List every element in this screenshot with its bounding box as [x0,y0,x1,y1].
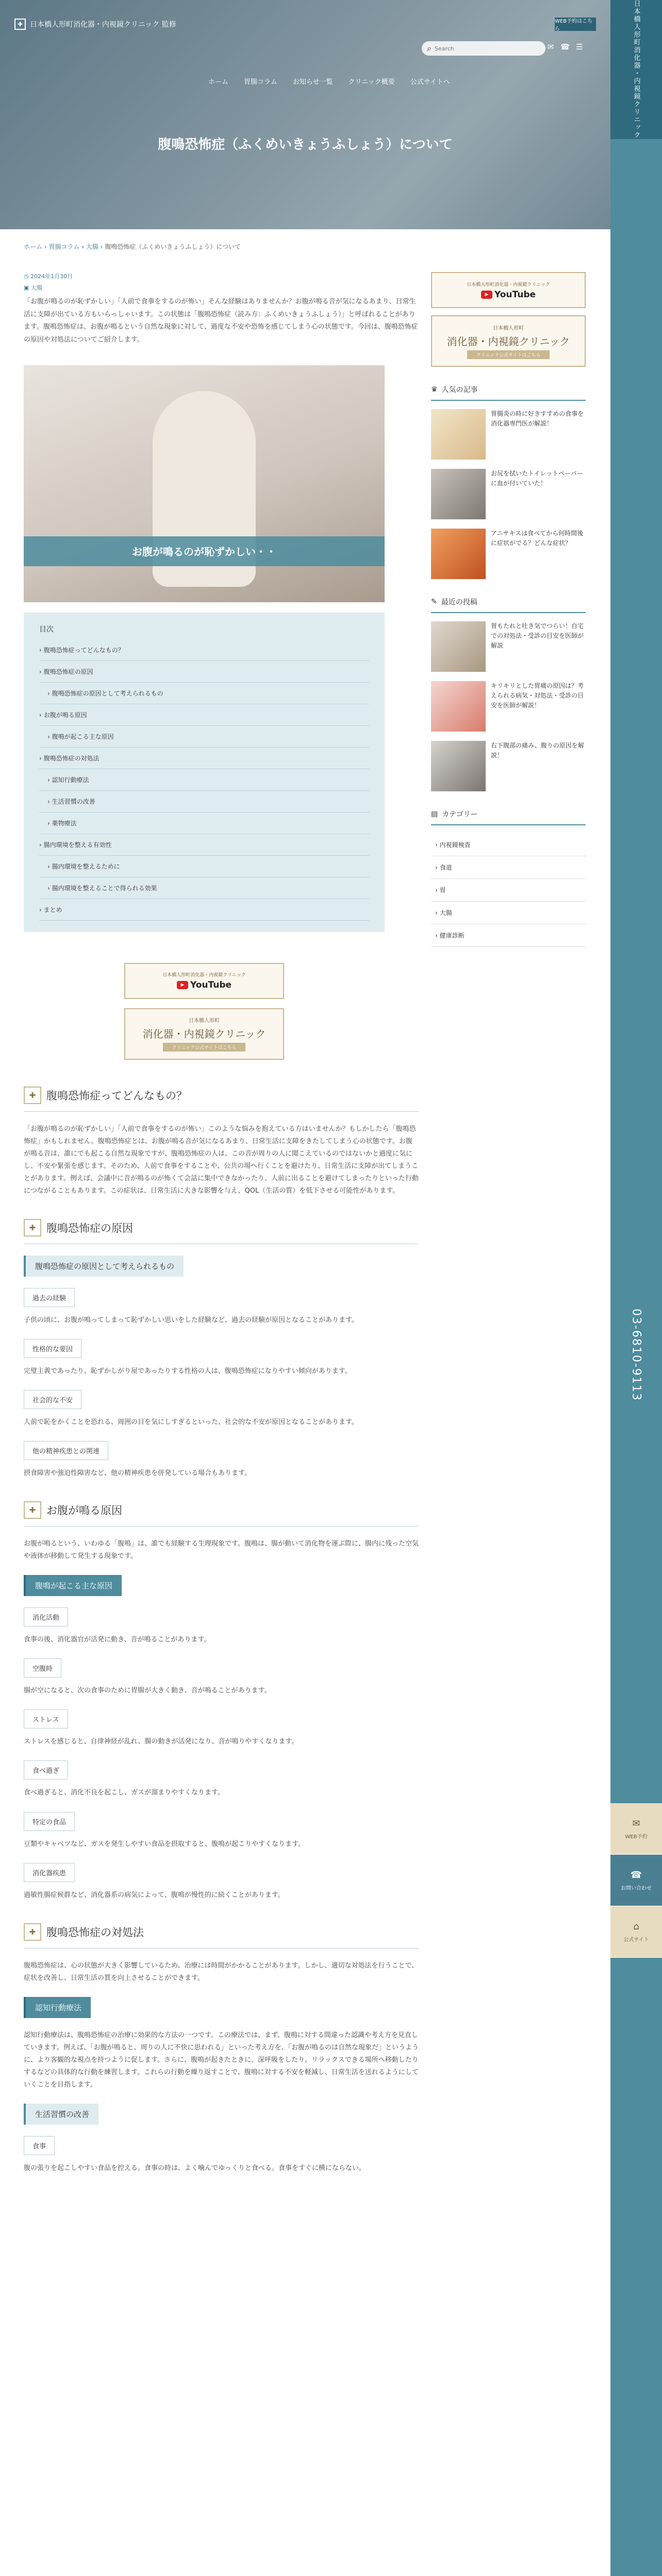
post-thumbnail [431,681,486,732]
play-icon: ▶ [177,981,188,989]
breadcrumb-category[interactable]: 大腸 [86,243,98,250]
eyecatch-caption: お腹が鳴るのが恥ずかしい・・ [24,536,385,566]
widget-title-text: 人気の記事 [441,386,478,394]
section-paragraph: 「お腹が鳴るのが恥ずかしい」「人前で食事をするのが怖い」このような悩みを抱えている方はいませんか？もしかしたら「腹鳴恐怖症」かもしれません。腹鳴恐怖症とは、お腹が鳴る音が気になるあまり、日常生活に支障をきたしてしまう心の状態です。お腹が鳴る音は、誰にでも起こる自然な現象ですが、腹鳴恐怖症の人は、この音が周りの人に聞こえているのではないかと過度に気にし、不安や緊張を感じます。そのため、人前で食事をすることや、公共の場へ行くことを避けたり、日常生活に支障が出てしまうことがあります。例えば、会議中に音が鳴るのが怖くて会話に集中できなかったり、人前に出ることを避けてしまったりといった行動につながることもあります。この症状は、日常生活に大きな影響を与え、QOL（生活の質）を低下させる可能性があります。 [24,1125,419,1195]
recent-post[interactable] [431,621,586,672]
folder-icon: ▤ [431,810,438,818]
recent-post[interactable] [431,741,586,791]
post-title: お尻を拭いたトイレットペーパーに血が付いていた！ [491,470,583,487]
section-about [24,1087,419,1197]
breadcrumb-current: 腹鳴恐怖症（ふくめいきょうふしょう）について [105,243,241,250]
section-heading [24,1219,419,1244]
phone-number: 03-6810-9113 [630,1309,643,1401]
side-rail [610,0,662,2576]
side-clinic-name: 日本橋人形町消化器・内視鏡クリニック [632,0,640,139]
menu-icon[interactable]: ☰ [576,42,583,52]
header-reserve-button[interactable]: WEB予約はこちら [555,18,596,31]
side-btn-label: WEB予約 [625,1834,648,1840]
toc-item-label: 腹鳴恐怖症の対処法 [43,754,100,762]
post-thumbnail [431,529,486,579]
toc-item-label: 腹鳴恐怖症の原因 [43,668,93,675]
side-btn-label: 公式サイト [623,1937,649,1943]
cause-list [24,1288,419,1480]
item-heading: 過去の経験 [24,1288,75,1307]
popular-post[interactable] [431,529,586,579]
table-of-contents [24,613,385,932]
item-heading: ストレス [24,1709,68,1728]
category-item[interactable]: › 食道 [431,856,586,879]
article-banners [24,963,385,1060]
toc-item[interactable]: › 腹鳴恐怖症の対処法 [39,748,369,769]
clinic-logo-icon: ✚ [14,19,26,30]
item-paragraph: 食事の後、消化器官が活発に動き、音が鳴ることがあります。 [24,1636,211,1644]
section-treatment [24,1923,419,2175]
subsection-heading: 腹鳴が起こる主な原因 [24,1575,122,1596]
toc-item[interactable]: › 腸内環境を整えるために [39,856,369,877]
section-heading-text: 腹鳴恐怖症ってどんなもの？ [46,1089,187,1102]
sidebar-youtube-banner[interactable] [431,272,586,308]
item-paragraph: 腸が空になると、次の食事のために胃腸が大きく動き、音が鳴ることがあります。 [24,1687,271,1695]
category-list [431,834,586,947]
toc-item[interactable]: › まとめ [39,899,369,921]
section-paragraph: 腹鳴恐怖症は、心の状態が大きく影響しているため、治療には時間がかかることがあります。しかし、適切な対処法を行うことで、症状を改善し、日常生活の質を向上させることができます。 [24,1961,419,1982]
section-causes [24,1219,419,1480]
toc-item[interactable]: › 腹鳴が起こる主な原因 [39,726,369,748]
toc-item[interactable]: › 腹鳴恐怖症の原因 [39,661,369,683]
site-title: 日本橋人形町消化器・内視鏡クリニック 監修 [30,21,176,29]
post-date-text: 2024年1月30日 [30,273,73,280]
item-heading: 消化活動 [24,1607,68,1626]
category-item[interactable]: › 大腸 [431,902,586,924]
rumbling-cause-list [24,1607,419,1901]
breadcrumb-column[interactable]: 胃腸コラム [48,243,80,250]
popular-widget-title [431,384,586,401]
item-paragraph: 食べ過ぎると、消化不良を起こし、ガスが溜まりやすくなります。 [24,1789,224,1797]
youtube-text: YouTube [494,289,536,300]
nav-news[interactable]: お知らせ一覧 [292,78,333,86]
popular-post[interactable] [431,469,586,519]
item-paragraph: ストレスを感じると、自律神経が乱れ、腸の動きが活発になり、音が鳴りやすくなります。 [24,1738,299,1746]
nav-home[interactable]: ホーム [208,78,229,86]
toc-item-label: 認知行動療法 [52,776,89,784]
clinic-mark-icon: ✚ [24,1923,41,1941]
youtube-logo [177,980,231,990]
item-paragraph: 完璧主義であったり、恥ずかしがり屋であったりする性格の人は、腹鳴恐怖症になりやすい傾向があります。 [24,1367,352,1376]
clinic-banner-top: 日本橋人形町 [189,1018,220,1024]
section-heading [24,1501,419,1527]
post-title: アニサキスは食べてから何時間後に症状がでる？どんな症状？ [491,530,584,547]
hero-banner [0,0,610,229]
article-meta [24,272,419,292]
side-official-button[interactable] [610,1906,662,1958]
youtube-text: YouTube [190,980,232,991]
clinic-banner-link: クリニック公式サイトはこちら [163,1043,246,1052]
clinic-mark-icon: ✚ [24,1219,41,1236]
side-clinic-link[interactable] [610,0,662,139]
nav-about[interactable]: クリニック概要 [348,78,395,86]
toc-item-label: 腹鳴恐怖症ってどんなもの？ [43,646,124,654]
section-heading [24,1923,419,1948]
item-paragraph: 人前で恥をかくことを恐れる、周囲の目を気にしすぎるといった、社会的な不安が原因となることがあります。 [24,1418,358,1427]
widget-title-text: カテゴリー [442,810,478,819]
subsection-heading: 生活習慣の改善 [24,2104,98,2125]
toc-title: 目次 [39,625,54,634]
side-web-reserve-button[interactable] [610,1803,662,1855]
item-heading: 食事 [24,2136,55,2155]
page-title: 腹鳴恐怖症（ふくめいきょうふしょう）について [158,137,453,152]
toc-item[interactable]: › 生活習慣の改善 [39,791,369,812]
side-phone[interactable] [610,1288,662,1422]
clinic-banner-top: 日本橋人形町 [493,325,524,331]
item-paragraph: 子供の頃に、お腹が鳴ってしまって恥ずかしい思いをした経験など、過去の経験が原因となることがあります。 [24,1316,358,1325]
phone-icon: ☎ [630,1869,642,1880]
toc-item[interactable]: › 薬物療法 [39,812,369,834]
toc-item-label: 腹鳴恐怖症の原因として考えられるもの [52,689,163,697]
subsection-heading: 腹鳴恐怖症の原因として考えられるもの [24,1256,184,1277]
item-paragraph: 豆類やキャベツなど、ガスを発生しやすい食品を摂取すると、腹鳴が起こりやすくなります。 [24,1840,305,1848]
clinic-banner-name: 消化器・内視鏡クリニック [446,335,570,348]
post-title: キリキリとした胃痛の原因は？考えられる病気・対処法・受診の目安を医師が解説！ [491,682,584,709]
toc-item[interactable]: › お腹が鳴る原因 [39,704,369,726]
post-title: 胃腸炎の時に好きすすめの食事を消化器専門医が解説！ [491,410,584,428]
mail-icon[interactable]: ✉ [547,42,554,52]
item-paragraph: 腹の張りを起こしやすい食品を控える。食事の時は、よく噛んでゆっくりと食べる。食事をすぐに横にならない。 [24,2164,366,2172]
eyecatch-image [24,365,385,602]
article-lead: 「お腹が鳴るのが恥ずかしい」「人前で食事をするのが怖い」そんな経験はありませんか？お腹が鳴る音が気になるあまり、日常生活に支障が出ている方もいらっしゃいます。この状態は「腹鳴恐怖症（読み方：ふくめいきょうふしょう）」と呼ばれることがあります。腹鳴恐怖症は、お腹が鳴るという自然な現象に対して、過度な不安や恐怖を感じてしまう心の状態です。今回は、腹鳴恐怖症の原因や対処法についてご紹介します。 [24,298,418,344]
section-heading [24,1087,419,1112]
site-logo[interactable] [14,19,176,30]
clinic-mark-icon: ✚ [24,1501,41,1519]
global-nav [208,76,450,86]
section-heading-text: 腹鳴恐怖症の対処法 [46,1926,144,1939]
post-thumbnail [431,621,486,672]
youtube-banner[interactable] [124,963,284,999]
toc-item-label: 薬物療法 [52,819,77,827]
post-title: 胃もたれと吐き気でつらい！自宅での対処法・受診の目安を医師が解説 [491,622,584,650]
toc-item-label: お腹が鳴る原因 [43,711,87,719]
toc-item[interactable]: › 腹鳴恐怖症の原因として考えられるもの [39,683,369,704]
toc-item-label: 腸内環境を整える有効性 [43,841,112,849]
home-icon: ⌂ [633,1921,639,1932]
search-icon: ⌕ [427,43,432,53]
toc-list [39,639,369,921]
side-btn-label: お問い合わせ [621,1885,652,1891]
header-icons [545,41,585,53]
item-paragraph: 摂食障害や強迫性障害など、他の精神疾患を併発している場合もあります。 [24,1469,251,1478]
phone-icon[interactable]: ☎ [560,42,570,52]
nav-column[interactable]: 胃腸コラム [244,78,277,86]
clinic-banner-link: クリニック公式サイトはこちら [467,350,550,359]
post-thumbnail [431,409,486,460]
section-paragraph: お腹が鳴るという、いわゆる「腹鳴」は、誰でも経験する生理現象です。腹鳴は、腸が動いて消化物を運ぶ際に、腸内に残った空気や液体が移動して発生する現象です。 [24,1540,419,1561]
post-date: ◷ 2024年1月30日 [24,273,73,280]
section-heading-text: お腹が鳴る原因 [46,1504,122,1517]
nav-official[interactable]: 公式サイトへ [410,78,450,86]
article [24,272,419,2196]
pencil-icon: ✎ [431,598,437,606]
category-label: 内視鏡検査 [439,841,471,849]
toc-item-label: 腸内環境を整えることで得られる効果 [52,884,157,892]
category-item[interactable]: › 内視鏡検査 [431,834,586,856]
yt-banner-top: 日本橋人形町消化器・内視鏡クリニック [467,282,550,287]
category-label: 大腸 [439,909,452,917]
section-rumbling [24,1501,419,1901]
post-category[interactable]: ▣ 大腸 [24,284,42,291]
category-item[interactable]: › 健康診断 [431,924,586,947]
post-thumbnail [431,469,486,519]
post-title: 右下腹部の痛み、腹りの原因を解説！ [491,742,584,759]
recent-post[interactable] [431,681,586,732]
clinic-banner-name: 消化器・内視鏡クリニック [142,1028,266,1041]
category-item[interactable]: › 胃 [431,879,586,902]
item-paragraph: 過敏性腸症候群など、消化器系の病気によって、腹鳴が慢性的に続くことがあります。 [24,1891,285,1899]
item-heading: 社会的な不安 [24,1390,81,1409]
toc-item[interactable]: › 認知行動療法 [39,769,369,791]
side-buttons [610,1803,662,1958]
item-heading: 食べ過ぎ [24,1760,68,1780]
item-heading: 消化器疾患 [24,1863,75,1882]
toc-item-label: まとめ [43,906,62,913]
sidebar-clinic-banner[interactable] [431,315,586,367]
widget-title-text: 最近の投稿 [441,598,477,606]
toc-item-label: 生活習慣の改善 [52,798,95,805]
section-paragraph: 認知行動療法は、腹鳴恐怖症の治療に効果的な方法の一つです。この療法では、まず、腹鳴に対する間違った認識や考え方を見直していきます。例えば、「お腹が鳴ると、周りの人に不快に思われる」といった考え方を、「お腹が鳴るのは自然な現象だ」というように、より客観的な視点を持つように促します。さらに、腹鳴が起きたときに、深呼吸をしたり、リラックスできる場所へ移動したりするなどの具体的な行動を練習します。これらの行動を繰り返すことで、腹鳴に対する不安を軽減し、日常生活を送れるようにしていくことを目指します。 [24,2031,419,2089]
search-input[interactable] [435,45,527,52]
item-heading: 性格的な要因 [24,1339,81,1358]
breadcrumb: ホーム › 胃腸コラム › 大腸 › 腹鳴恐怖症（ふくめいきょうふしょう）について [24,243,241,250]
toc-item[interactable]: › 腸内環境を整える有効性 [39,834,369,856]
recent-widget-title [431,597,586,613]
post-thumbnail [431,741,486,791]
toc-item-label: 腹鳴が起こる主な原因 [52,733,114,740]
section-heading-text: 腹鳴恐怖症の原因 [46,1222,133,1235]
clinic-banner[interactable] [124,1008,284,1060]
yt-banner-top: 日本橋人形町消化器・内視鏡クリニック [162,973,246,978]
subsection-heading: 認知行動療法 [24,1997,91,2018]
popular-post[interactable] [431,409,586,460]
play-icon: ▶ [481,291,492,299]
search-box[interactable] [422,41,545,56]
side-contact-button[interactable] [610,1855,662,1906]
crown-icon: ♛ [431,385,438,394]
youtube-logo [481,290,536,300]
post-category-text: 大腸 [30,284,42,291]
toc-item[interactable]: › 腸内環境を整えることで得られる効果 [39,877,369,899]
category-label: 健康診断 [439,932,465,939]
toc-item[interactable]: › 腹鳴恐怖症ってどんなもの？ [39,639,369,661]
item-heading: 特定の食品 [24,1812,75,1831]
calendar-icon: ✉ [632,1818,640,1829]
breadcrumb-home[interactable]: ホーム [24,243,43,250]
clinic-mark-icon: ✚ [24,1087,41,1104]
toc-item-label: 腸内環境を整えるために [52,862,120,870]
category-label: 食道 [439,864,452,871]
category-label: 胃 [439,887,446,894]
sidebar [431,272,586,947]
category-widget-title [431,809,586,825]
item-heading: 空腹時 [24,1658,61,1677]
item-heading: 他の精神疾患との関連 [24,1441,108,1460]
